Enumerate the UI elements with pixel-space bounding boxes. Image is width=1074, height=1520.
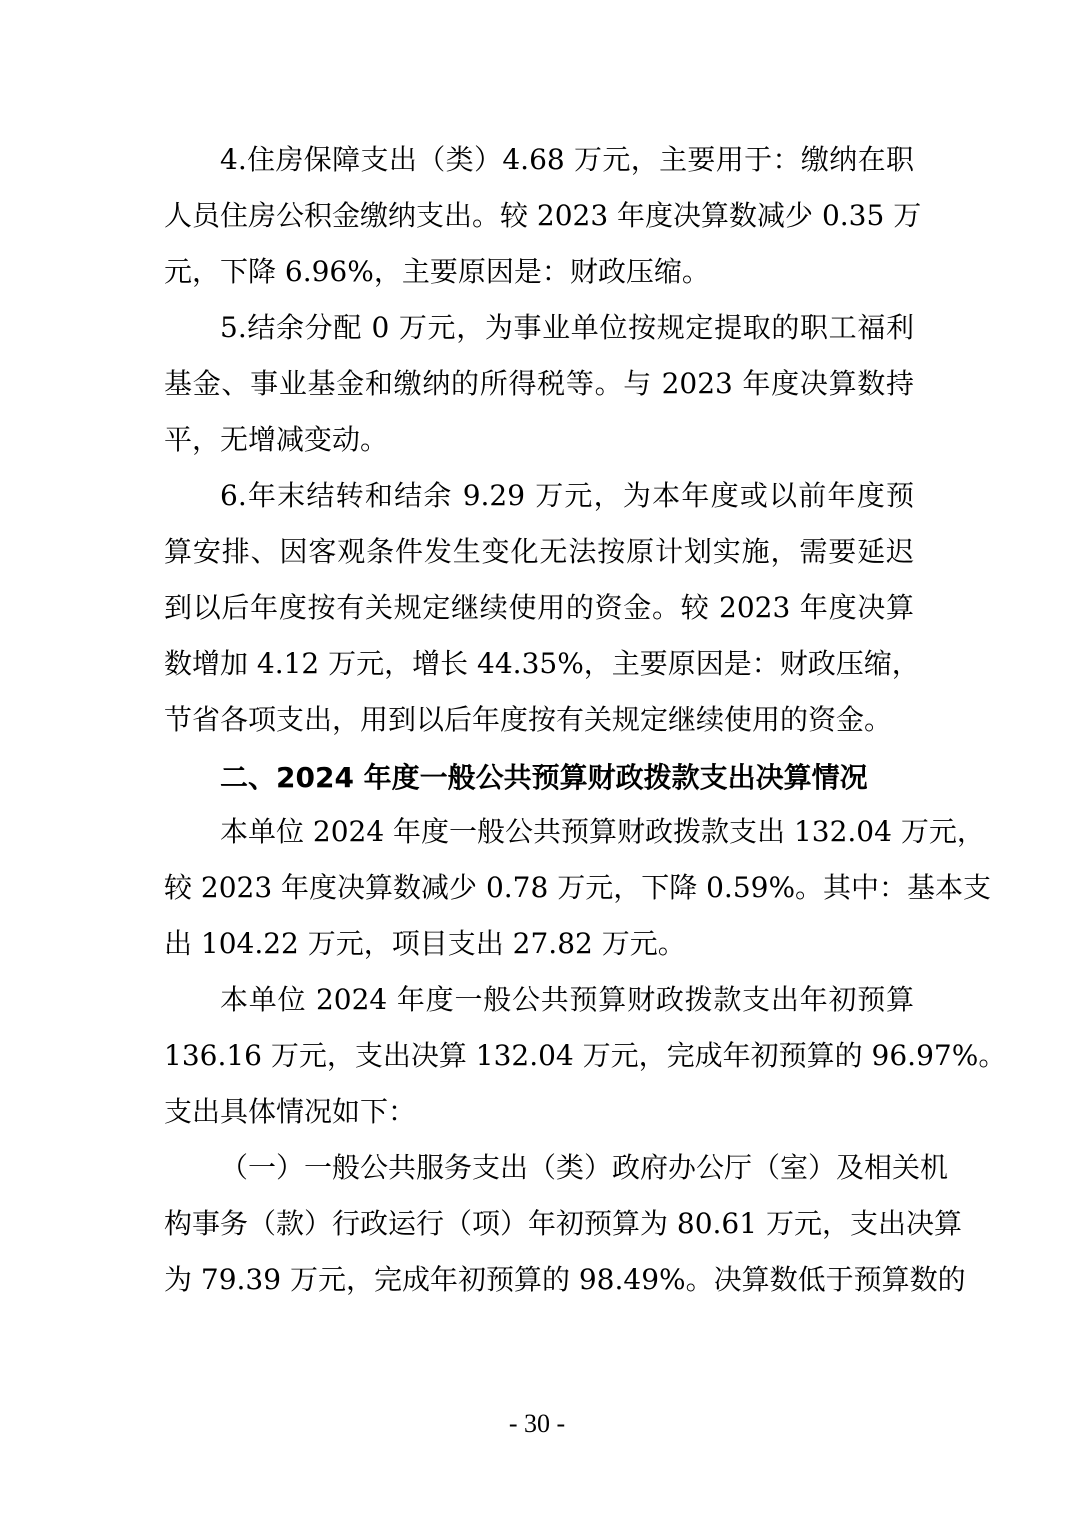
paragraph-9-line-3: 为 79.39 万元，完成年初预算的 98.49%。决算数低于预算数的 bbox=[164, 1263, 966, 1296]
paragraph-5-line-1: 5.结余分配 0 万元，为事业单位按规定提取的职工福利 bbox=[220, 311, 914, 344]
section-heading-2: 二、2024 年度一般公共预算财政拨款支出决算情况 bbox=[220, 761, 868, 794]
paragraph-9-line-1: （一）一般公共服务支出（类）政府办公厅（室）及相关机 bbox=[220, 1151, 949, 1184]
paragraph-8-line-2: 136.16 万元，支出决算 132.04 万元，完成年初预算的 96.97%。 bbox=[164, 1039, 1007, 1072]
paragraph-9-line-2: 构事务（款）行政运行（项）年初预算为 80.61 万元，支出决算 bbox=[164, 1207, 962, 1240]
page-number: - 30 - bbox=[508, 1409, 566, 1438]
paragraph-5-line-2: 基金、事业基金和缴纳的所得税等。与 2023 年度决算数持 bbox=[164, 367, 914, 400]
paragraph-6-line-3: 到以后年度按有关规定继续使用的资金。较 2023 年度决算 bbox=[164, 591, 914, 624]
paragraph-8-line-3: 支出具体情况如下： bbox=[164, 1095, 417, 1128]
paragraph-8-line-1: 本单位 2024 年度一般公共预算财政拨款支出年初预算 bbox=[220, 983, 914, 1016]
paragraph-6-line-2: 算安排、因客观条件发生变化无法按原计划实施，需要延迟 bbox=[164, 535, 914, 568]
paragraph-7-line-2: 较 2023 年度决算数减少 0.78 万元，下降 0.59%。其中：基本支 bbox=[164, 871, 992, 904]
paragraph-5-line-3: 平，无增减变动。 bbox=[164, 423, 389, 456]
paragraph-6-line-1: 6.年末结转和结余 9.29 万元，为本年度或以前年度预 bbox=[220, 479, 914, 512]
paragraph-6-line-5: 节省各项支出，用到以后年度按有关规定继续使用的资金。 bbox=[164, 703, 893, 736]
paragraph-4-line-3: 元，下降 6.96%，主要原因是：财政压缩。 bbox=[164, 255, 710, 288]
paragraph-7-line-3: 出 104.22 万元，项目支出 27.82 万元。 bbox=[164, 927, 686, 960]
paragraph-7-line-1: 本单位 2024 年度一般公共预算财政拨款支出 132.04 万元， bbox=[220, 815, 985, 848]
paragraph-4-line-1: 4.住房保障支出（类）4.68 万元，主要用于：缴纳在职 bbox=[220, 143, 914, 176]
paragraph-6-line-4: 数增加 4.12 万元，增长 44.35%，主要原因是：财政压缩， bbox=[164, 647, 920, 680]
paragraph-4-line-2: 人员住房公积金缴纳支出。较 2023 年度决算数减少 0.35 万 bbox=[164, 199, 922, 232]
